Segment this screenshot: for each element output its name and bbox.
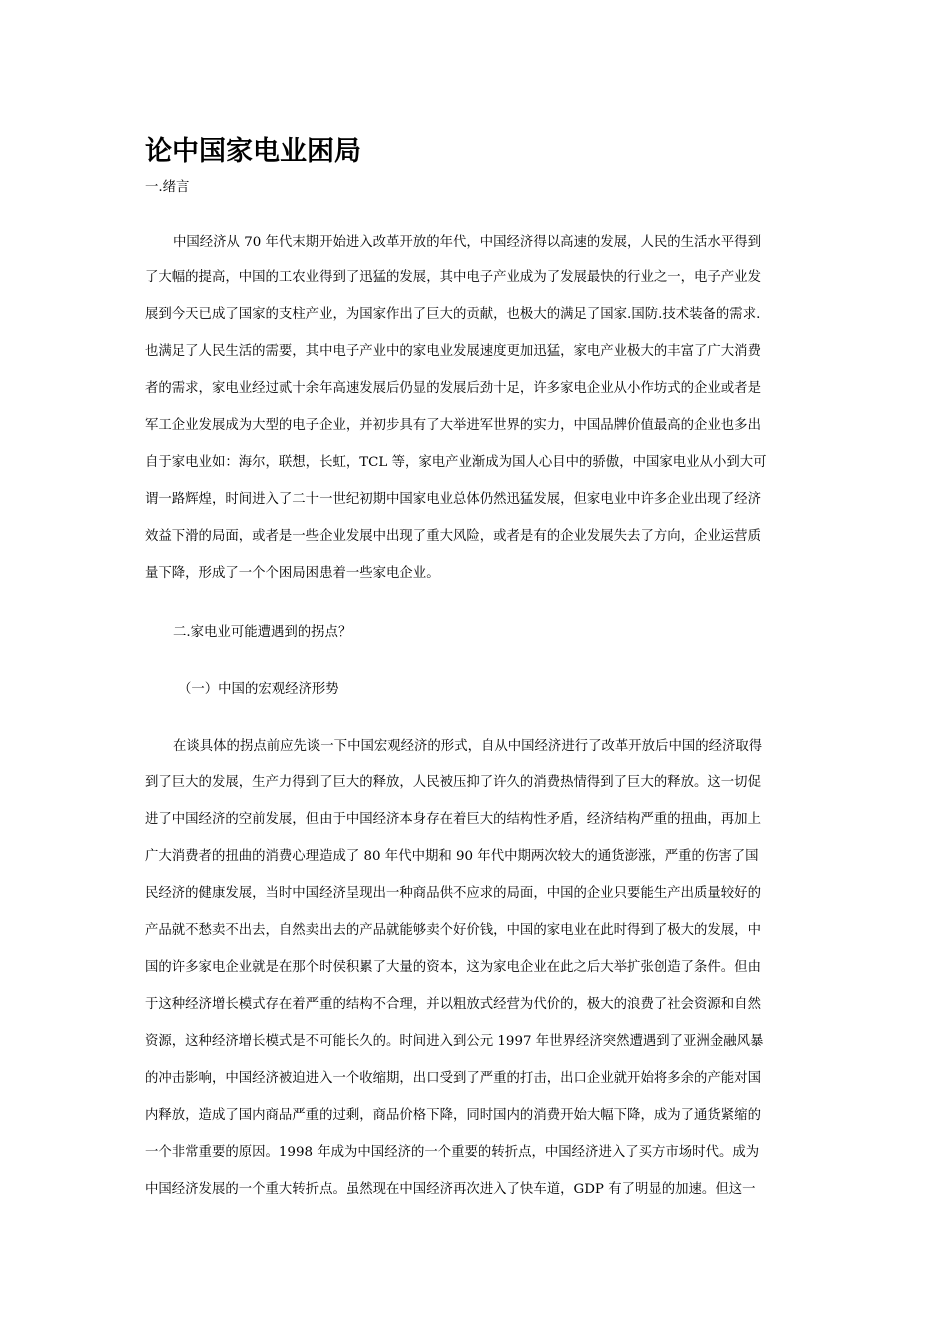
paragraph-line: 一个非常重要的原因。1998 年成为中国经济的一个重要的转折点，中国经济进入了买方市场时代。成为 <box>145 1145 760 1160</box>
paragraph-line: 了大幅的提高，中国的工农业得到了迅猛的发展，其中电子产业成为了发展最快的行业之一，电子产业发 <box>145 270 761 285</box>
paragraph-line: 谓一路辉煌，时间进入了二十一世纪初期中国家电业总体仍然迅猛发展，但家电业中许多企业出现了经济 <box>145 492 761 507</box>
paragraph-line: 进了中国经济的空前发展，但由于中国经济本身存在着巨大的结构性矛盾，经济结构严重的扭曲，再加上 <box>145 812 761 827</box>
paragraph-line: 量下降，形成了一个个困局困患着一些家电企业。 <box>145 566 440 581</box>
paragraph-line: 者的需求，家电业经过贰十余年高速发展后仍显的发展后劲十足，许多家电企业从小作坊式的企业或者是 <box>145 381 761 396</box>
paragraph-line: 中国经济发展的一个重大转折点。虽然现在中国经济再次进入了快车道，GDP 有了明显的加速。但这一 <box>145 1182 756 1197</box>
paragraph-line: 中国经济从 70 年代末期开始进入改革开放的年代，中国经济得以高速的发展，人民的生活水平得到 <box>173 235 761 250</box>
paragraph-line: 到了巨大的发展，生产力得到了巨大的释放，人民被压抑了许久的消费热情得到了巨大的释放。这一切促 <box>145 775 761 790</box>
paragraph-line: 内释放，造成了国内商品严重的过剩，商品价格下降，同时国内的消费开始大幅下降，成为了通货紧缩的 <box>145 1108 761 1123</box>
paragraph-line: 产品就不愁卖不出去，自然卖出去的产品就能够卖个好价钱，中国的家电业在此时得到了极大的发展，中 <box>145 923 761 938</box>
document-title: 论中国家电业困局 <box>145 136 361 167</box>
paragraph-line: 自于家电业如：海尔，联想，长虹，TCL 等，家电产业渐成为国人心目中的骄傲，中国家电业从小到大可 <box>145 455 767 470</box>
paragraph-line: 展到今天已成了国家的支柱产业，为国家作出了巨大的贡献，也极大的满足了国家.国防.技术装备的需求. <box>145 307 761 322</box>
paragraph-line: 民经济的健康发展，当时中国经济呈现出一种商品供不应求的局面，中国的企业只要能生产出质量较好的 <box>145 886 761 901</box>
paragraph-line: 资源，这种经济增长模式是不可能长久的。时间进入到公元 1997 年世界经济突然遭遇到了亚洲金融风暴 <box>145 1034 764 1049</box>
paragraph-line: 在谈具体的拐点前应先谈一下中国宏观经济的形式，自从中国经济进行了改革开放后中国的经济取得 <box>173 739 763 754</box>
subsection-heading: （一）中国的宏观经济形势 <box>178 682 339 697</box>
paragraph-line: 的冲击影响，中国经济被迫进入一个收缩期，出口受到了严重的打击，出口企业就开始将多余的产能对国 <box>145 1071 761 1086</box>
paragraph-line: 国的许多家电企业就是在那个时侯积累了大量的资本，这为家电企业在此之后大举扩张创造了条件。但由 <box>145 960 761 975</box>
paragraph-line: 也满足了人民生活的需要，其中电子产业中的家电业发展速度更加迅猛，家电产业极大的丰富了广大消费 <box>145 344 761 359</box>
section-heading: 二.家电业可能遭遇到的拐点？ <box>173 625 352 640</box>
paragraph-line: 广大消费者的扭曲的消费心理造成了 80 年代中期和 90 年代中期两次较大的通货澎涨，严重的伤害了国 <box>145 849 759 864</box>
paragraph-line: 于这种经济增长模式存在着严重的结构不合理，并以粗放式经营为代价的，极大的浪费了社会资源和自然 <box>145 997 761 1012</box>
paragraph-line: 军工企业发展成为大型的电子企业，并初步具有了大举进军世界的实力，中国品牌价值最高的企业也多出 <box>145 418 761 433</box>
paragraph-line: 效益下滑的局面，或者是一些企业发展中出现了重大风险，或者是有的企业发展失去了方向，企业运营质 <box>145 529 761 544</box>
section-heading: 一.绪言 <box>145 180 190 195</box>
